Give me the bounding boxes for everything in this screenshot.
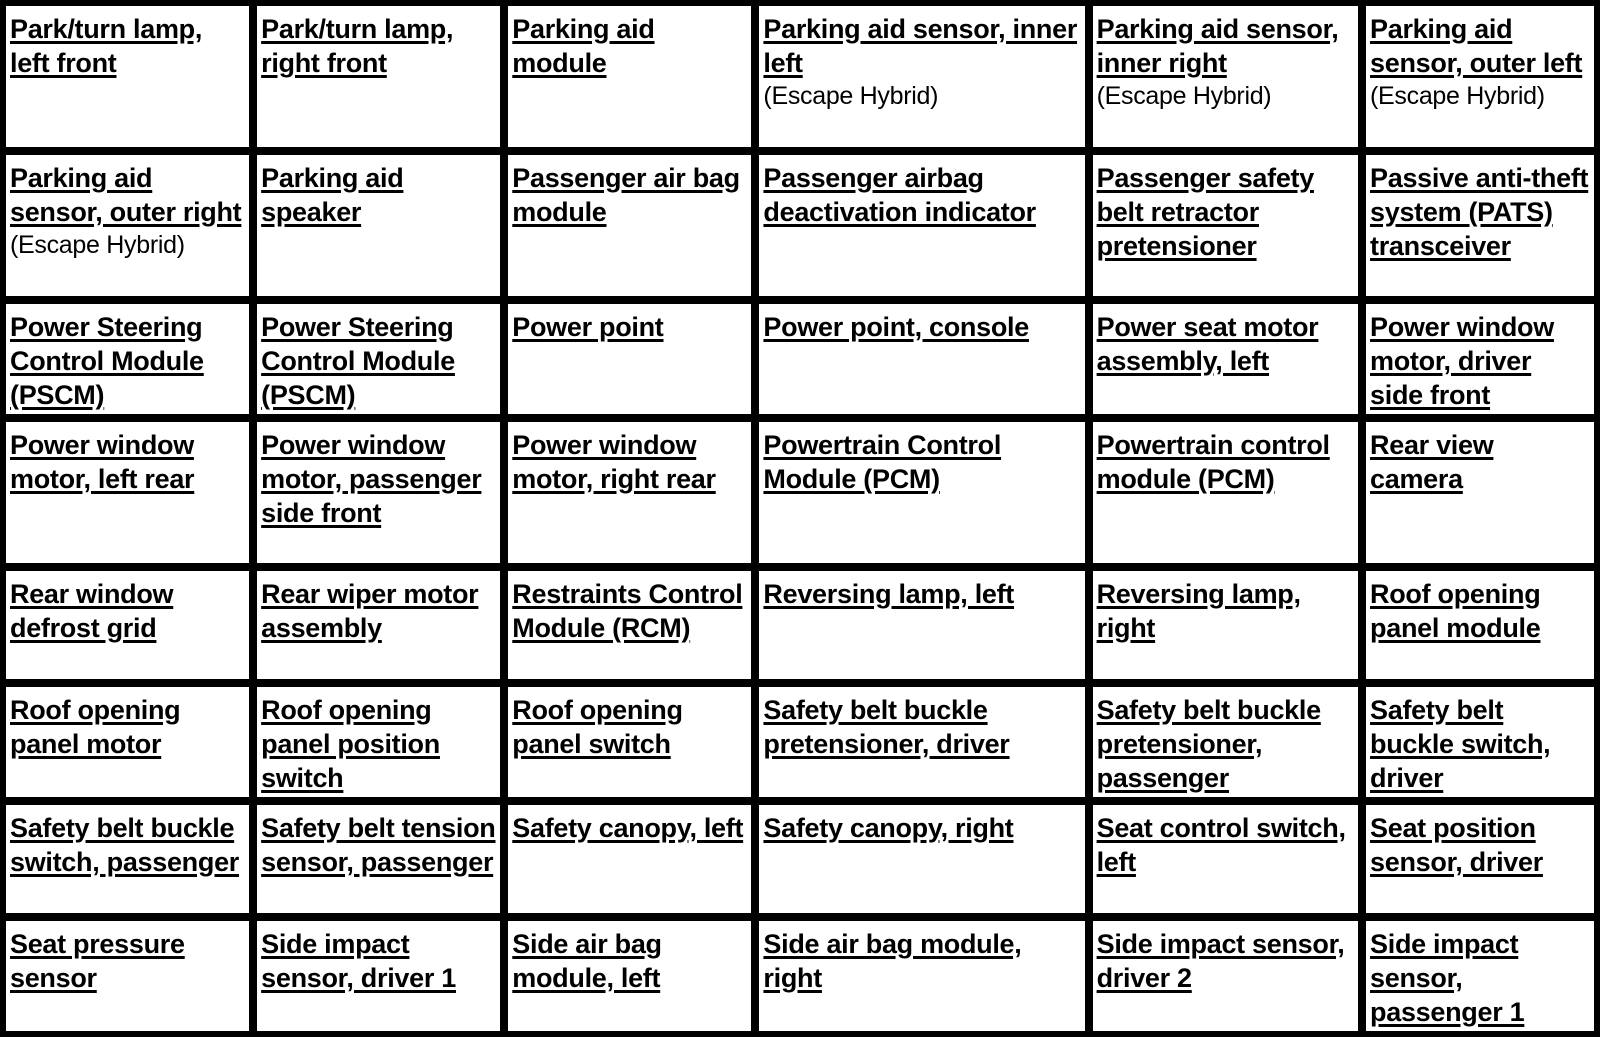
- component-link[interactable]: Power Steering Control Module (PSCM): [10, 312, 204, 410]
- table-cell: [506, 302, 753, 416]
- table-cell: [757, 919, 1086, 1033]
- component-link[interactable]: Seat position sensor, driver: [1370, 813, 1543, 877]
- component-link[interactable]: Power window motor, driver side front: [1370, 312, 1554, 410]
- component-link[interactable]: Safety belt buckle pretensioner, driver: [763, 695, 1010, 759]
- table-cell: [506, 569, 753, 681]
- table-cell: [1364, 685, 1596, 799]
- table-cell: [4, 4, 251, 149]
- table-cell: [506, 4, 753, 149]
- component-link[interactable]: Roof opening panel position switch: [261, 695, 440, 793]
- table-row: [4, 4, 1596, 149]
- component-link[interactable]: Safety canopy, left: [512, 813, 744, 843]
- component-link[interactable]: Safety canopy, right: [763, 813, 1014, 843]
- component-link[interactable]: Side impact sensor, passenger 1: [1370, 929, 1525, 1027]
- component-link[interactable]: Power window motor, right rear: [512, 430, 716, 494]
- table-cell: [4, 685, 251, 799]
- component-link[interactable]: Park/turn lamp, right front: [261, 14, 454, 78]
- table-cell: [506, 420, 753, 565]
- table-cell: [1091, 153, 1360, 298]
- component-link[interactable]: Power point: [512, 312, 664, 342]
- table-cell: [757, 685, 1086, 799]
- component-link[interactable]: Side impact sensor, driver 2: [1096, 929, 1345, 993]
- component-link[interactable]: Parking aid module: [512, 14, 655, 78]
- component-link[interactable]: Power point, console: [763, 312, 1029, 342]
- component-link[interactable]: Power seat motor assembly, left: [1096, 312, 1319, 376]
- component-link[interactable]: Park/turn lamp, left front: [10, 14, 203, 78]
- table-cell: [255, 302, 502, 416]
- component-link[interactable]: Powertrain control module (PCM): [1096, 430, 1330, 494]
- table-cell: [1091, 302, 1360, 416]
- table-cell: [1364, 302, 1596, 416]
- table-row: [4, 153, 1596, 298]
- table-cell: [757, 420, 1086, 565]
- component-link[interactable]: Roof opening panel motor: [10, 695, 181, 759]
- table-cell: [506, 685, 753, 799]
- table-cell: [4, 569, 251, 681]
- component-link[interactable]: Side air bag module, right: [763, 929, 1022, 993]
- model-note: (Escape Hybrid): [1096, 82, 1272, 110]
- component-link[interactable]: Passive anti-theft system (PATS) transceiver: [1370, 163, 1589, 261]
- component-link[interactable]: Roof opening panel switch: [512, 695, 683, 759]
- component-link[interactable]: Safety belt buckle switch, passenger: [10, 813, 239, 877]
- table-cell: [757, 803, 1086, 915]
- component-link[interactable]: Passenger air bag module: [512, 163, 740, 227]
- table-cell: [506, 153, 753, 298]
- component-link[interactable]: Passenger airbag deactivation indicator: [763, 163, 1036, 227]
- table-cell: [1091, 420, 1360, 565]
- table-cell: [506, 803, 753, 915]
- table-row: [4, 685, 1596, 799]
- table-cell: [4, 153, 251, 298]
- table-cell: [757, 153, 1086, 298]
- component-link[interactable]: Power window motor, left rear: [10, 430, 195, 494]
- component-link[interactable]: Rear view camera: [1370, 430, 1494, 494]
- component-link[interactable]: Parking aid sensor, inner right: [1096, 14, 1339, 78]
- table-cell: [1091, 4, 1360, 149]
- table-cell: [1091, 919, 1360, 1033]
- table-cell: [255, 153, 502, 298]
- table-cell: [757, 569, 1086, 681]
- table-cell: [255, 569, 502, 681]
- component-link[interactable]: Passenger safety belt retractor pretensioner: [1096, 163, 1314, 261]
- table-cell: [1091, 569, 1360, 681]
- table-cell: [1091, 685, 1360, 799]
- component-link[interactable]: Safety belt buckle pretensioner, passenger: [1096, 695, 1321, 793]
- table-cell: [4, 420, 251, 565]
- table-cell: [255, 685, 502, 799]
- table-row: [4, 569, 1596, 681]
- component-link[interactable]: Seat control switch, left: [1096, 813, 1346, 877]
- table-cell: [1364, 803, 1596, 915]
- table-cell: [4, 302, 251, 416]
- table-cell: [1364, 569, 1596, 681]
- model-note: (Escape Hybrid): [763, 82, 939, 110]
- component-link[interactable]: Side air bag module, left: [512, 929, 662, 993]
- table-cell: [255, 919, 502, 1033]
- table-cell: [1364, 919, 1596, 1033]
- table-cell: [757, 4, 1086, 149]
- component-link[interactable]: Seat pressure sensor: [10, 929, 185, 993]
- component-link[interactable]: Restraints Control Module (RCM): [512, 579, 743, 643]
- table-cell: [506, 919, 753, 1033]
- component-link[interactable]: Powertrain Control Module (PCM): [763, 430, 1002, 494]
- table-cell: [757, 302, 1086, 416]
- component-link[interactable]: Power Steering Control Module (PSCM): [261, 312, 455, 410]
- component-link[interactable]: Parking aid sensor, outer right: [10, 163, 242, 227]
- model-note: (Escape Hybrid): [10, 231, 185, 259]
- component-link[interactable]: Rear window defrost grid: [10, 579, 174, 643]
- component-link[interactable]: Side impact sensor, driver 1: [261, 929, 456, 993]
- table-cell: [255, 4, 502, 149]
- table-cell: [4, 803, 251, 915]
- model-note: (Escape Hybrid): [1370, 82, 1545, 110]
- component-link[interactable]: Parking aid speaker: [261, 163, 404, 227]
- component-index-body: [4, 4, 1596, 1033]
- component-link[interactable]: Safety belt buckle switch, driver: [1370, 695, 1551, 793]
- table-cell: [255, 420, 502, 565]
- component-link[interactable]: Roof opening panel module: [1370, 579, 1541, 643]
- component-link[interactable]: Parking aid sensor, outer left: [1370, 14, 1583, 78]
- component-link[interactable]: Rear wiper motor assembly: [261, 579, 479, 643]
- table-row: [4, 302, 1596, 416]
- component-link[interactable]: Safety belt tension sensor, passenger: [261, 813, 496, 877]
- table-cell: [4, 919, 251, 1033]
- component-link[interactable]: Reversing lamp, left: [763, 579, 1015, 609]
- table-row: [4, 803, 1596, 915]
- table-cell: [1364, 420, 1596, 565]
- table-cell: [1091, 803, 1360, 915]
- table-row: [4, 919, 1596, 1033]
- component-link[interactable]: Parking aid sensor, inner left: [763, 14, 1078, 78]
- component-link[interactable]: Reversing lamp, right: [1096, 579, 1301, 643]
- component-link[interactable]: Power window motor, passenger side front: [261, 430, 482, 528]
- table-cell: [1364, 153, 1596, 298]
- table-cell: [255, 803, 502, 915]
- table-row: [4, 420, 1596, 565]
- table-cell: [1364, 4, 1596, 149]
